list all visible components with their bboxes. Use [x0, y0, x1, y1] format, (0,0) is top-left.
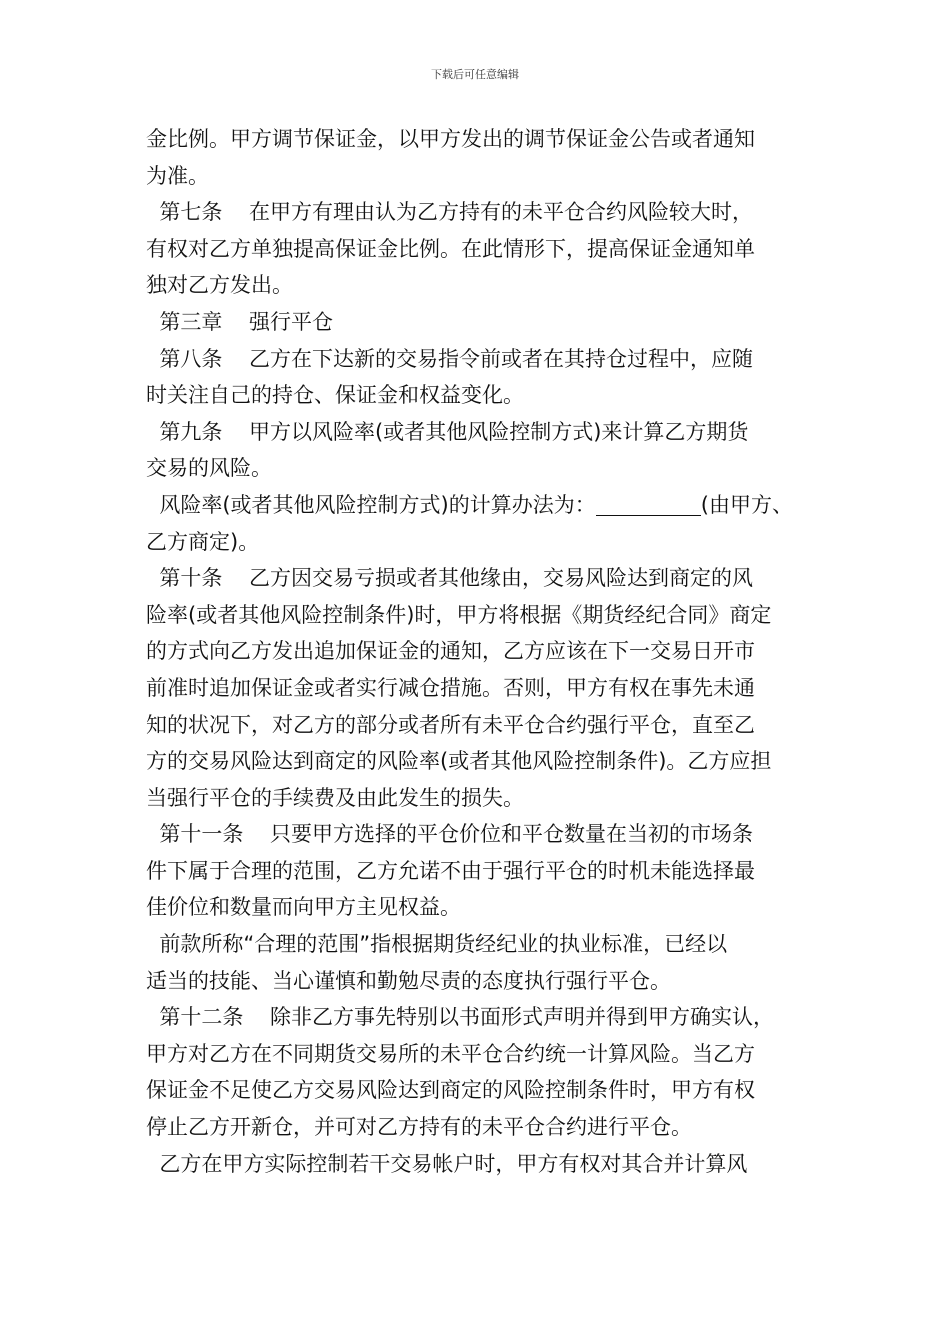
text-line: 为准。: [146, 163, 209, 188]
text-line: 适当的技能、当心谨慎和勤勉尽责的态度执行强行平仓。: [146, 968, 671, 993]
text-line: 甲方对乙方在不同期货交易所的未平仓合约统一计算风险。当乙方: [146, 1041, 755, 1066]
fill-in-blank: [596, 495, 701, 516]
text-line: 的方式向乙方发出追加保证金的通知，乙方应该在下一交易日开市: [146, 639, 755, 664]
text-line: 前准时追加保证金或者实行减仓措施。否则，甲方有权在事先未通: [146, 675, 755, 700]
text-line: 有权对乙方单独提高保证金比例。在此情形下，提高保证金通知单: [146, 236, 755, 261]
text-line: 件下属于合理的范围，乙方允诺不由于强行平仓的时机未能选择最: [146, 858, 755, 883]
text-line: 停止乙方开新仓，并可对乙方持有的未平仓合约进行平仓。: [146, 1115, 692, 1140]
blank-line-prefix: 风险率(或者其他风险控制方式)的计算办法为：: [146, 492, 596, 517]
text-line: 乙方在甲方实际控制若干交易帐户时，甲方有权对其合并计算风: [146, 1151, 748, 1176]
text-line: 第七条 在甲方有理由认为乙方持有的未平仓合约风险较大时，: [146, 200, 754, 225]
text-line: 当强行平仓的手续费及由此发生的损失。: [146, 785, 524, 810]
text-line: 第三章 强行平仓: [146, 309, 334, 334]
text-line: 方的交易风险达到商定的风险率(或者其他风险控制条件)。乙方应担: [146, 749, 772, 774]
document-body: [146, 121, 818, 1182]
text-line: 第十一条 只要甲方选择的平仓价位和平仓数量在当初的市场条: [146, 822, 754, 847]
page-header: 下载后可任意编辑: [431, 68, 519, 81]
text-line: 独对乙方发出。: [146, 273, 293, 298]
text-line: 金比例。甲方调节保证金，以甲方发出的调节保证金公告或者通知: [146, 127, 755, 151]
text-line: 知的状况下，对乙方的部分或者所有未平仓合约强行平仓，直至乙: [146, 712, 755, 737]
text-line: 前款所称“合理的范围”指根据期货经纪业的执业标准，已经以: [146, 932, 728, 957]
text-line: 第九条 甲方以风险率(或者其他风险控制方式)来计算乙方期货: [146, 419, 749, 444]
text-line: 险率(或者其他风险控制条件)时，甲方将根据《期货经纪合同》商定: [146, 602, 772, 627]
text-line-with-blank: [146, 487, 818, 524]
text-line: 保证金不足使乙方交易风险达到商定的风险控制条件时，甲方有权: [146, 1078, 755, 1103]
blank-line-suffix: (由甲方、: [700, 492, 793, 517]
text-line: 乙方商定)。: [146, 529, 260, 554]
text-line: 第八条 乙方在下达新的交易指令前或者在其持仓过程中，应随: [146, 346, 754, 371]
text-line: 交易的风险。: [146, 456, 272, 481]
text-line: 佳价位和数量而向甲方主见权益。: [146, 895, 461, 920]
text-line: 第十条 乙方因交易亏损或者其他缘由，交易风险达到商定的风: [146, 566, 754, 591]
text-line: 第十二条 除非乙方事先特别以书面形式声明并得到甲方确实认，: [146, 1005, 775, 1030]
text-line: 时关注自己的持仓、保证金和权益变化。: [146, 383, 524, 408]
